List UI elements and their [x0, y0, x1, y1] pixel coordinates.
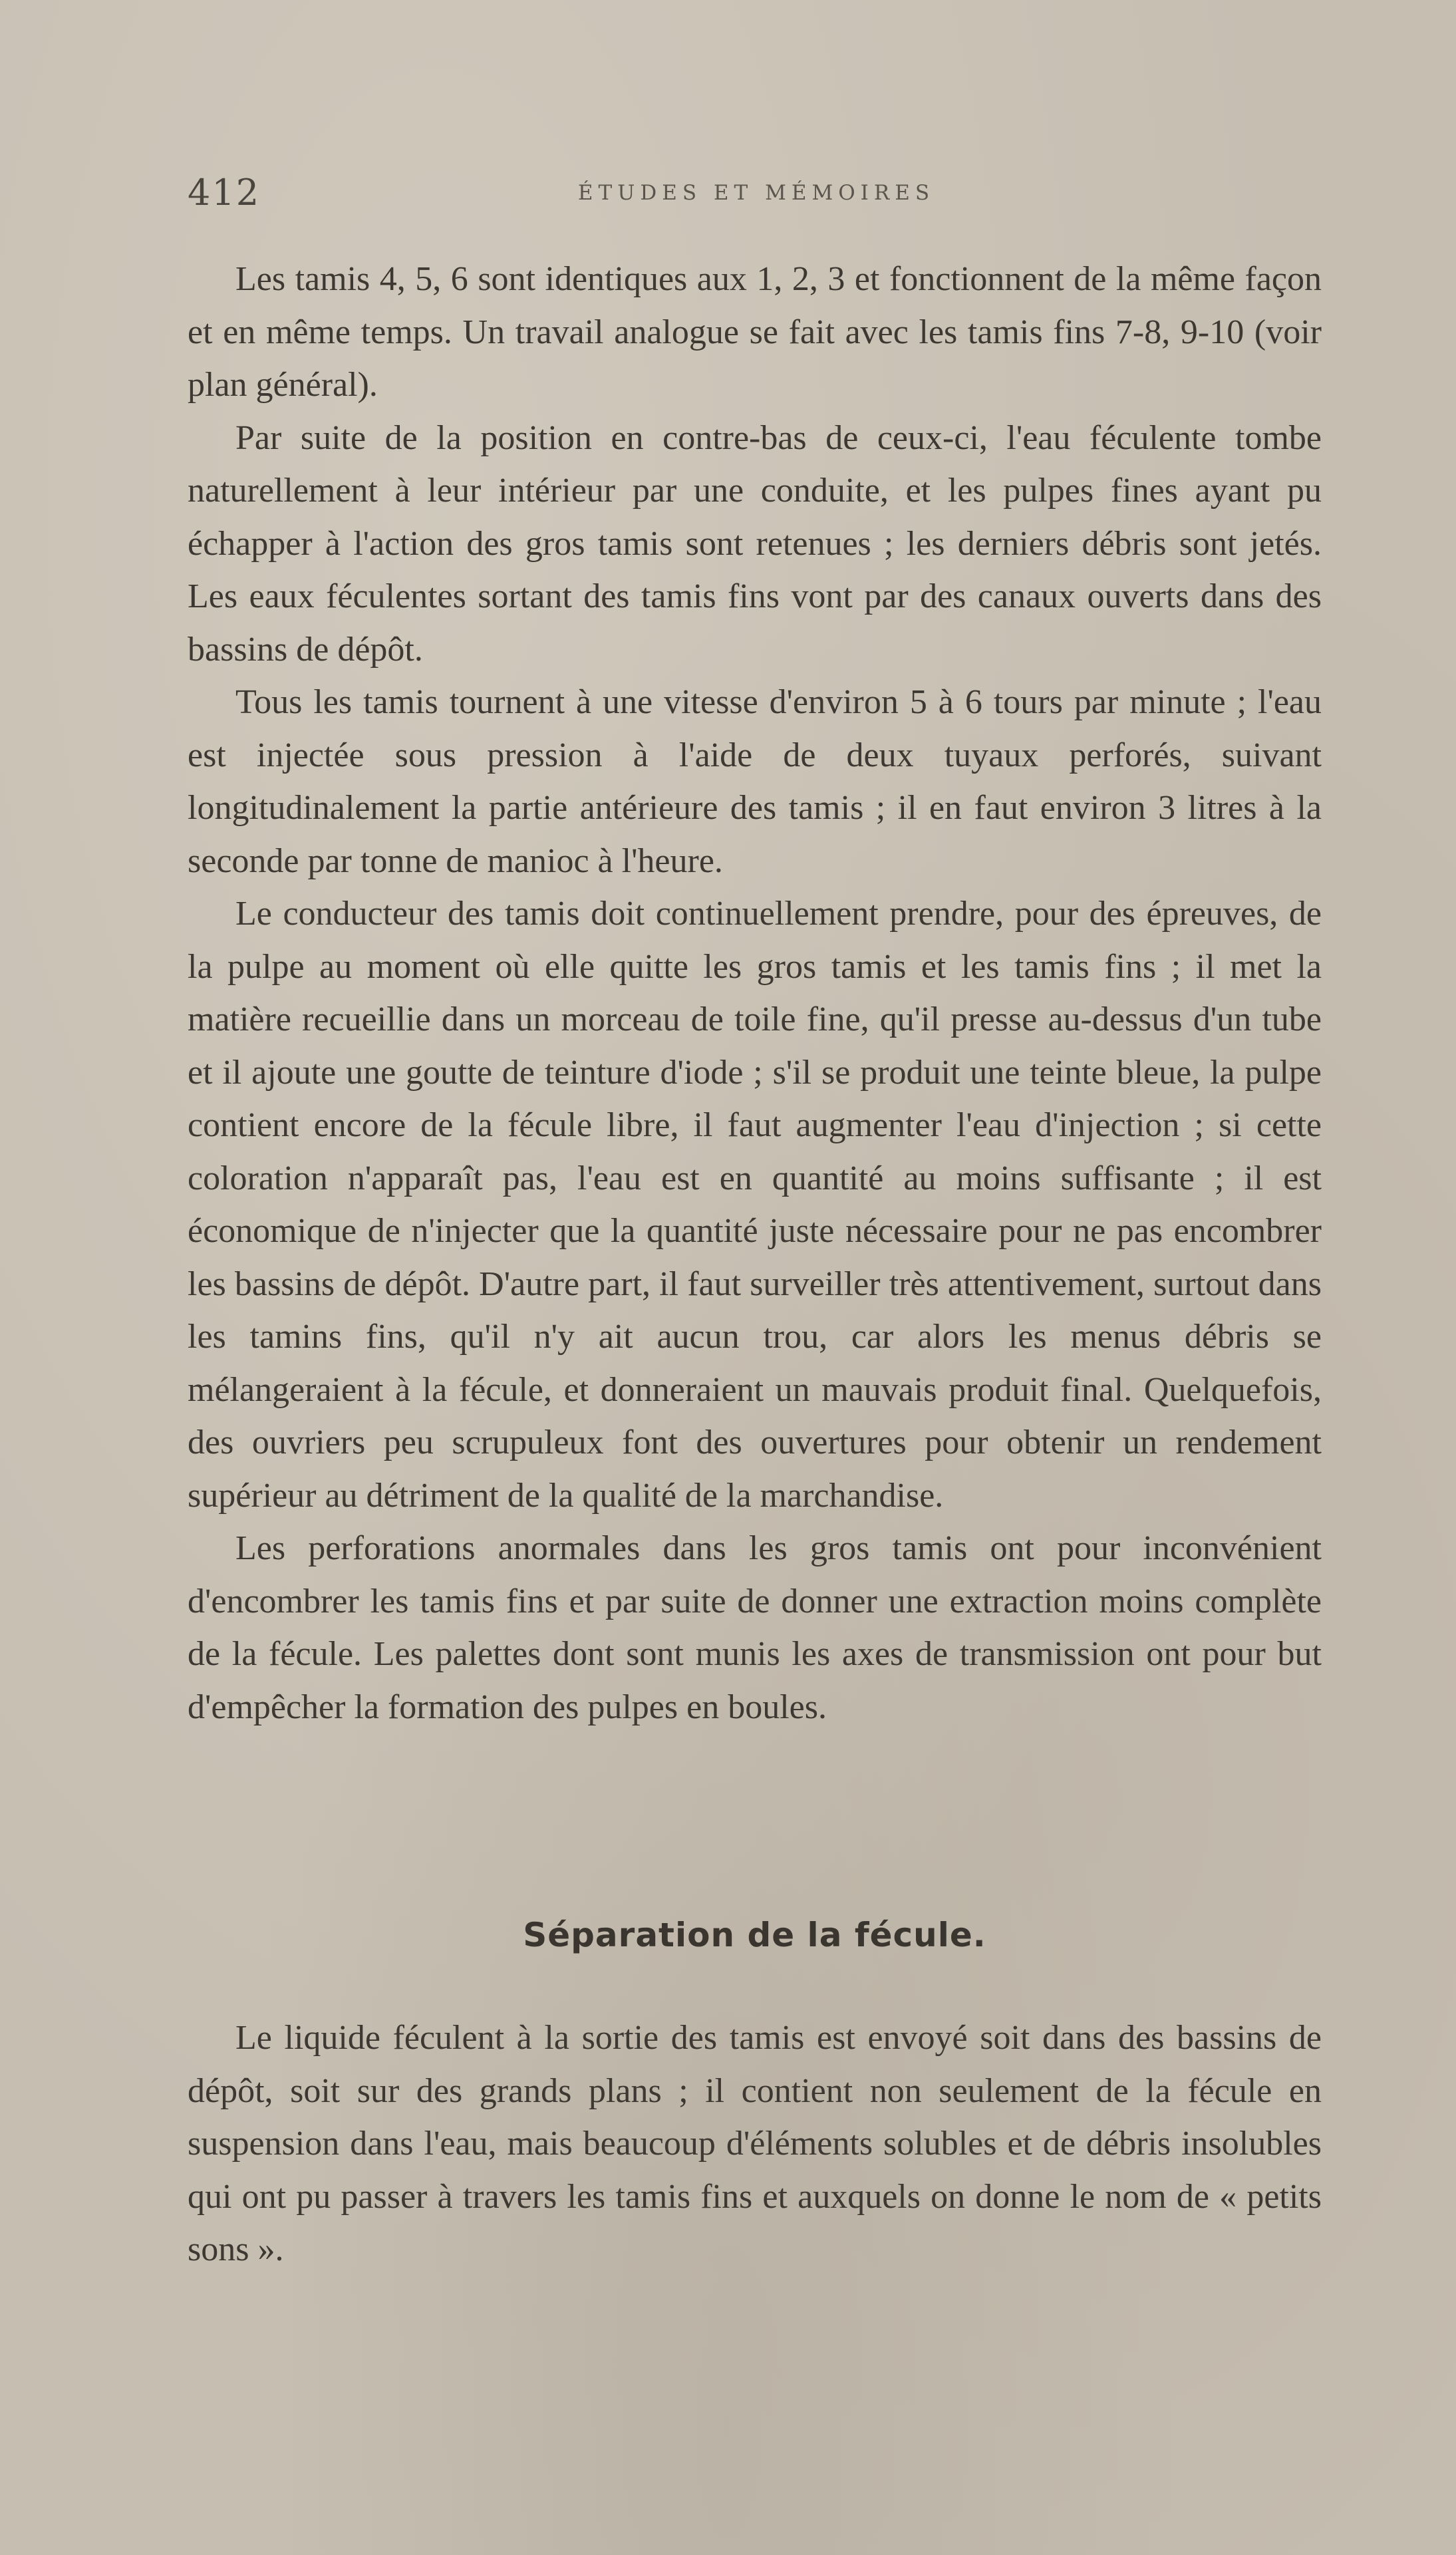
page-header: [188, 172, 1325, 212]
paragraph: Tous les tamis tournent à une vitesse d'environ 5 à 6 tours par minute ; l'eau est injectée sous pression à l'aide de deux tuyaux perforés, suivant longitudinalement la partie antérieure des tamis ; il en faut environ 3 litres à la seconde par tonne de manioc à l'heure.: [188, 683, 1322, 880]
paragraph: Le liquide féculent à la sortie des tamis est envoyé soit dans des bassins de dépôt, soit sur des grands plans ; il contient non seulement de la fécule en suspension dans l'eau, mais beaucoup d'éléments solubles et de débris insolubles qui ont pu passer à travers les tamis fins et auxquels on donne le nom de « petits sons ».: [188, 2019, 1322, 2268]
page-number: 412: [188, 172, 261, 214]
paragraph: Le conducteur des tamis doit continuellement prendre, pour des épreuves, de la pulpe au moment où elle quitte les gros tamis et les tamis fins ; il met la matière recueillie dans un morceau de toile fine, qu'il presse au-dessus d'un tube et il ajoute une goutte de teinture d'iode ; s'il se produit une teinte bleue, la pulpe contient encore de la fécule libre, il faut augmenter l'eau d'injection ; si cette coloration n'apparaît pas, l'eau est en quantité au moins suffisante ; il est économique de n'injecter que la quantité juste nécessaire pour ne pas encombrer les bassins de dépôt. D'autre part, il faut surveiller très attentivement, surtout dans les tamins fins, qu'il n'y ait aucun trou, car alors les menus débris se mélangeraient à la fécule, et donneraient un mauvais produit final. Quelquefois, des ouvriers peu scrupuleux font des ouvertures pour obtenir un rendement supérieur au détriment de la qualité de la marchandise.: [188, 895, 1322, 1515]
body-text: [188, 253, 1322, 1733]
section-body-text: [188, 2012, 1322, 2276]
paragraph: Par suite de la position en contre-bas de ceux-ci, l'eau féculente tombe naturellement à leur intérieur par une conduite, et les pulpes fines ayant pu échapper à l'action des gros tamis sont retenues ; les derniers débris sont jetés. Les eaux féculentes sortant des tamis fins vont par des canaux ouverts dans des bassins de dépôt.: [188, 418, 1322, 669]
paragraph: Les perforations anormales dans les gros tamis ont pour inconvénient d'encombrer les tamis fins et par suite de donner une extraction moins complète de la fécule. Les palettes dont sont munis les axes de transmission ont pour but d'empêcher la formation des pulpes en boules.: [188, 1529, 1322, 1726]
paragraph: Les tamis 4, 5, 6 sont identiques aux 1, 2, 3 et fonctionnent de la même façon et en même temps. Un travail analogue se fait avec les tamis fins 7-8, 9-10 (voir plan général).: [188, 260, 1322, 404]
section-heading: Séparation de la fécule.: [523, 1916, 986, 1954]
running-head: ÉTUDES ET MÉMOIRES: [577, 181, 935, 205]
